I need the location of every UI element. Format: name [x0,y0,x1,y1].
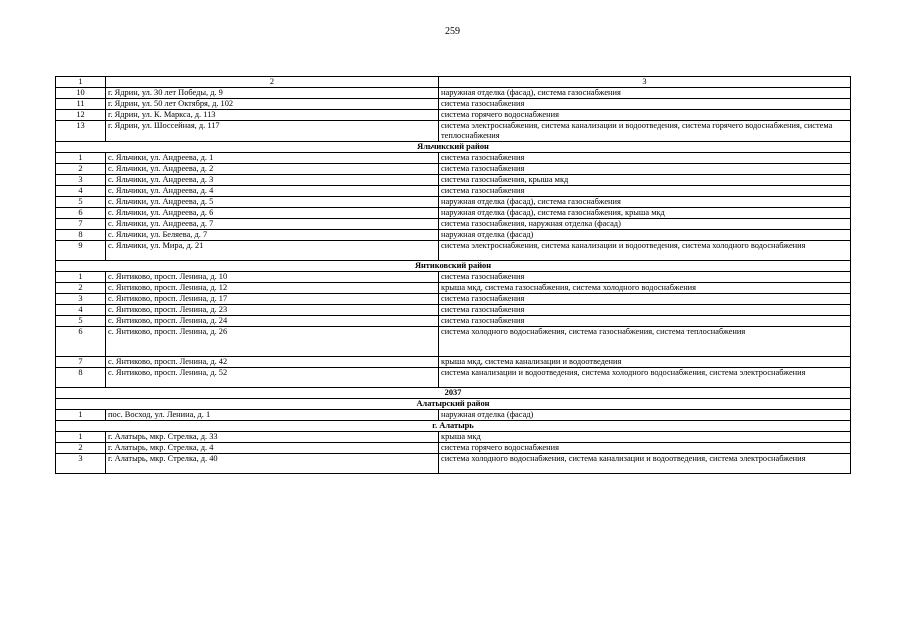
section-row [56,261,851,272]
row-address: г. Ядрин, ул. 50 лет Октября, д. 102 [106,99,439,110]
section-title: г. Алатырь [56,421,851,432]
table-row [56,368,851,388]
row-address: г. Ядрин, ул. Шоссейная, д. 117 [106,121,439,142]
section-row [56,399,851,410]
table-row [56,316,851,327]
table-row [56,283,851,294]
table-row [56,443,851,454]
row-address: г. Алатырь, мкр. Стрелка, д. 40 [106,454,439,474]
row-works: система холодного водоснабжения, система канализации и водоотведения, система электроснабжения [439,454,851,474]
table-row [56,230,851,241]
row-number: 5 [56,316,106,327]
column-header-works: 3 [439,77,851,88]
row-works: система электроснабжения, система канализации и водоотведения, система горячего водоснабжения, система теплоснабжения [439,121,851,142]
row-works: наружная отделка (фасад), система газоснабжения, крыша мкд [439,208,851,219]
table-row [56,410,851,421]
table-row [56,121,851,142]
row-works: система газоснабжения [439,305,851,316]
row-address: с. Янтиково, просп. Ленина, д. 52 [106,368,439,388]
table-row [56,241,851,261]
table-row [56,186,851,197]
row-address: с. Янтиково, просп. Ленина, д. 10 [106,272,439,283]
table-row [56,88,851,99]
row-number: 12 [56,110,106,121]
row-address: с. Яльчики, ул. Андреева, д. 6 [106,208,439,219]
row-address: с. Яльчики, ул. Беляева, д. 7 [106,230,439,241]
row-number: 13 [56,121,106,142]
row-works: система газоснабжения, наружная отделка (фасад) [439,219,851,230]
table-row [56,454,851,474]
row-works: крыша мкд [439,432,851,443]
table-row [56,327,851,357]
section-title: Яльчикский район [56,142,851,153]
works-table [55,76,851,474]
row-address: с. Яльчики, ул. Андреева, д. 1 [106,153,439,164]
row-works: система газоснабжения [439,153,851,164]
table-row [56,357,851,368]
table-row [56,164,851,175]
row-number: 7 [56,219,106,230]
row-number: 3 [56,454,106,474]
table-row [56,208,851,219]
row-works: наружная отделка (фасад) [439,230,851,241]
table-row [56,432,851,443]
row-number: 11 [56,99,106,110]
row-address: с. Янтиково, просп. Ленина, д. 42 [106,357,439,368]
row-address: с. Яльчики, ул. Андреева, д. 3 [106,175,439,186]
row-works: крыша мкд, система канализации и водоотведения [439,357,851,368]
row-works: система газоснабжения [439,316,851,327]
table-row [56,99,851,110]
row-number: 2 [56,283,106,294]
row-works: система газоснабжения [439,294,851,305]
row-number: 4 [56,186,106,197]
row-works: система холодного водоснабжения, система газоснабжения, система теплоснабжения [439,327,851,357]
row-works: наружная отделка (фасад), система газоснабжения [439,197,851,208]
row-number: 9 [56,241,106,261]
row-number: 1 [56,432,106,443]
section-title: Янтиковский район [56,261,851,272]
row-works: система горячего водоснабжения [439,443,851,454]
table-row [56,197,851,208]
section-row [56,388,851,399]
row-number: 8 [56,230,106,241]
table-row [56,272,851,283]
row-works: система газоснабжения [439,272,851,283]
table-header-row [56,77,851,88]
row-address: с. Янтиково, просп. Ленина, д. 24 [106,316,439,327]
row-number: 2 [56,164,106,175]
row-works: система газоснабжения [439,186,851,197]
row-number: 1 [56,153,106,164]
row-number: 3 [56,294,106,305]
row-address: с. Янтиково, просп. Ленина, д. 17 [106,294,439,305]
row-address: г. Алатырь, мкр. Стрелка, д. 33 [106,432,439,443]
column-header-address: 2 [106,77,439,88]
row-number: 2 [56,443,106,454]
row-address: с. Янтиково, просп. Ленина, д. 23 [106,305,439,316]
row-number: 5 [56,197,106,208]
section-title: 2037 [56,388,851,399]
row-address: с. Янтиково, просп. Ленина, д. 12 [106,283,439,294]
column-header-number: 1 [56,77,106,88]
row-works: система газоснабжения, крыша мкд [439,175,851,186]
row-number: 10 [56,88,106,99]
row-address: г. Алатырь, мкр. Стрелка, д. 4 [106,443,439,454]
row-number: 1 [56,410,106,421]
row-number: 6 [56,208,106,219]
row-number: 7 [56,357,106,368]
page-number: 259 [445,26,460,37]
row-address: пос. Восход, ул. Ленина, д. 1 [106,410,439,421]
table-row [56,175,851,186]
table-row [56,153,851,164]
row-works: наружная отделка (фасад), система газоснабжения [439,88,851,99]
row-number: 1 [56,272,106,283]
section-row [56,421,851,432]
row-works: система горячего водоснабжения [439,110,851,121]
row-works: наружная отделка (фасад) [439,410,851,421]
row-address: с. Яльчики, ул. Андреева, д. 5 [106,197,439,208]
row-address: с. Яльчики, ул. Мира, д. 21 [106,241,439,261]
row-works: крыша мкд, система газоснабжения, система холодного водоснабжения [439,283,851,294]
row-number: 6 [56,327,106,357]
row-works: система канализации и водоотведения, система холодного водоснабжения, система электроснабжения [439,368,851,388]
row-address: с. Янтиково, просп. Ленина, д. 26 [106,327,439,357]
row-works: система газоснабжения [439,99,851,110]
row-works: система электроснабжения, система канализации и водоотведения, система холодного водоснабжения [439,241,851,261]
row-address: с. Яльчики, ул. Андреева, д. 2 [106,164,439,175]
row-address: с. Яльчики, ул. Андреева, д. 7 [106,219,439,230]
row-number: 8 [56,368,106,388]
section-row [56,142,851,153]
section-title: Алатырский район [56,399,851,410]
row-address: г. Ядрин, ул. К. Маркса, д. 113 [106,110,439,121]
table-row [56,305,851,316]
row-works: система газоснабжения [439,164,851,175]
table-row [56,110,851,121]
row-number: 3 [56,175,106,186]
table-row [56,219,851,230]
row-address: г. Ядрин, ул. 30 лет Победы, д. 9 [106,88,439,99]
table-row [56,294,851,305]
row-address: с. Яльчики, ул. Андреева, д. 4 [106,186,439,197]
row-number: 4 [56,305,106,316]
